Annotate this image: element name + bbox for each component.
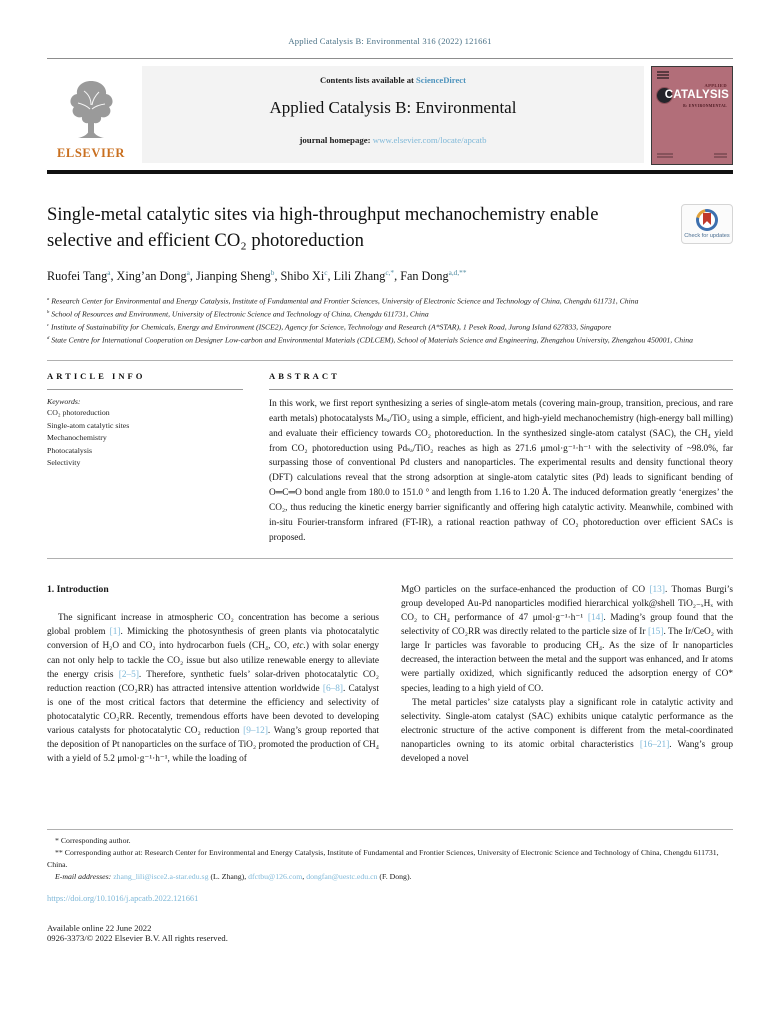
text-segment: (L. Zhang), bbox=[208, 871, 249, 881]
paragraph bbox=[401, 583, 733, 696]
text-segment: . Mading’s group found that the selectivity of CO₂RR was directly related to the particle size of Ir bbox=[401, 612, 734, 637]
sciencedirect-link[interactable]: ScienceDirect bbox=[416, 75, 466, 85]
footnotes bbox=[47, 835, 733, 883]
paragraph bbox=[47, 611, 379, 766]
text-segment: . Mimicking the photosynthesis of green plants via photocatalytic conversion of H₂O and CO₂ into hydrocarbon fuels (CH₄, CO, bbox=[47, 627, 380, 652]
text-segment: , Jianping Sheng bbox=[189, 269, 271, 284]
text-segment: ** Corresponding author at: Research Center for Environmental and Energy Catalysis, Institute of Fundamental and Frontier Sciences, University of Electronic Science and Technology of China, Chengdu 611731, China. bbox=[47, 847, 719, 869]
text-segment: . The Ir/CeO₂ with large Ir particles was favorable to producing CH₄. As the size of Ir nanoparticles decreased, the interaction between the metal and the support was enhanced, and Ir atoms were partially oxidized, which significantly reduced the adsorption energy of CO* species, leading to a high yield of CO. bbox=[401, 627, 733, 694]
text-segment: a bbox=[107, 268, 111, 278]
cover-decor-bottomleft bbox=[657, 153, 673, 159]
text-segment: . Wang’s group developed a novel bbox=[401, 740, 733, 765]
text-segment: The significant increase in atmospheric CO₂ concentration has become a serious global problem bbox=[47, 613, 379, 638]
inline-link[interactable]: [14] bbox=[587, 612, 604, 623]
journal-title: Applied Catalysis B: Environmental bbox=[269, 98, 517, 117]
top-divider bbox=[47, 58, 733, 59]
check-updates-label: Check for updates bbox=[684, 233, 730, 239]
corresponding-author-address-note bbox=[47, 847, 733, 871]
keyword-item: Selectivity bbox=[47, 458, 81, 468]
info-abstract-bottom-divider bbox=[47, 558, 733, 559]
cover-decor-bottomright bbox=[714, 153, 727, 159]
inline-link[interactable]: [2–5] bbox=[118, 669, 139, 680]
text-segment: c bbox=[47, 322, 50, 328]
text-segment: Ruofei Tang bbox=[47, 269, 108, 284]
available-online-line: Available online 22 June 2022 bbox=[47, 922, 152, 933]
text-segment: , Shibo Xi bbox=[274, 269, 325, 284]
article-info-section bbox=[47, 371, 243, 546]
footnote-divider bbox=[47, 829, 733, 830]
text-segment: b bbox=[270, 268, 275, 278]
abstract-rule bbox=[269, 389, 733, 390]
abstract-heading: ABSTRACT bbox=[269, 370, 340, 381]
paragraph bbox=[401, 696, 733, 767]
contents-prefix: Contents lists available at bbox=[320, 75, 416, 85]
keywords-list bbox=[47, 407, 243, 470]
affiliation-item bbox=[47, 308, 733, 321]
inline-link[interactable]: [13] bbox=[649, 584, 665, 595]
body-left-column bbox=[47, 583, 379, 821]
cover-subtitle: B: ENVIRONMENTAL bbox=[683, 104, 727, 108]
text-segment: (F. Dong). bbox=[377, 871, 412, 881]
corresponding-author-note bbox=[47, 835, 733, 847]
text-segment: d bbox=[47, 335, 50, 340]
body-right-column bbox=[401, 583, 733, 821]
keyword-item: CO₂ photoreduction bbox=[47, 407, 110, 417]
article-info-heading: ARTICLE INFO bbox=[47, 370, 146, 381]
text-segment: etc. bbox=[292, 641, 306, 652]
elsevier-tree-icon bbox=[62, 79, 120, 145]
text-segment: b bbox=[47, 309, 50, 315]
copyright-line: 0926-3373/© 2022 Elsevier B.V. All rights reserved. bbox=[47, 932, 228, 943]
info-abstract-grid bbox=[47, 371, 733, 546]
elsevier-wordmark: ELSEVIER bbox=[56, 146, 126, 160]
affiliation-item bbox=[47, 321, 733, 334]
header-black-bar bbox=[47, 170, 733, 174]
header-center-panel bbox=[142, 66, 644, 163]
inline-link[interactable]: [9–12] bbox=[243, 726, 268, 737]
title-row bbox=[47, 202, 733, 253]
text-segment: * Corresponding author. bbox=[55, 835, 131, 845]
text-segment: a bbox=[186, 268, 190, 278]
journal-header bbox=[47, 66, 733, 163]
authors-line bbox=[47, 268, 733, 284]
doi-link[interactable]: https://doi.org/10.1016/j.apcatb.2022.121661 bbox=[47, 893, 199, 903]
keyword-item: Mechanochemistry bbox=[47, 433, 107, 443]
homepage-label: journal homepage: bbox=[299, 135, 373, 145]
cover-title: CATALYSIS bbox=[664, 89, 729, 101]
abstract-body: In this work, we first report synthesizing a series of single-atom metals (covering main-group, transition, precious, and rare earth metals) photocatalysts Mₛₐ/TiO₂ using a simple, efficient, and high-yield mechanochemistry (high-energy ball milling) and evaluate their efficiency towards CO₂ photoreduction. In the synthesized single-atom catalyst (SAC), the CH₄ yield from CO₂ photoreduction using Pdₛₐ/TiO₂ reaches as high as 271.6 μmol·g⁻¹·h⁻¹ with the selectivity of ~98.0%, far surpassing those of conventional Pd clusters and nanoparticles. The experimental results and density functional theory (DFT) calculations reveal that the strong adsorption at single-atom catalytic sites (Pd) leads to significant bending of O═C═O bond angle from 180.0 to 151.0 ° and length from 1.16 to 1.20 Å. The induced deformation greatly ‘energizes’ the CO₂, thus reducing the kinetic energy barrier significantly and offering high catalytic activity. Meanwhile, combined with in-situ Fourier-transform infrared (FT-IR), a rational reaction pathway of CO₂ photoreduction over efficient SACs is proposed. bbox=[269, 398, 733, 543]
introduction-heading: 1. Introduction bbox=[47, 583, 109, 595]
affiliation-item bbox=[47, 295, 733, 308]
text-segment: E-mail addresses: bbox=[55, 871, 114, 881]
inline-link[interactable]: dfctbu@126.com bbox=[248, 871, 303, 881]
text-segment: MgO particles on the surface-enhanced the production of CO bbox=[401, 584, 650, 595]
email-addresses-line bbox=[47, 871, 733, 883]
affiliation-item bbox=[47, 334, 733, 347]
text-segment: , Fan Dong bbox=[394, 269, 449, 284]
keyword-item: Single-atom catalytic sites bbox=[47, 420, 130, 430]
text-segment: . Thomas Burgi’s group developed Au-Pd nanoparticles modified hierarchical yolk@shell TiO₂₋ₓHₓ with CO₂ to CH₄ performance of 47 μmol·g⁻¹·h⁻¹ bbox=[401, 584, 733, 623]
text-segment: State Centre for International Cooperation on Designer Low-carbon and Environmental Materials (CDLCEM), School of Materials Science and Engineering, Zhengzhou University, Zhengzhou 450001, China bbox=[49, 335, 693, 345]
article-title: Single-metal catalytic sites via high-throughput mechanochemistry enable selective and efficient CO₂ photoreduction bbox=[47, 204, 599, 251]
inline-link[interactable]: [6–8] bbox=[322, 683, 343, 694]
text-segment: , Xing’an Dong bbox=[110, 269, 187, 284]
homepage-line bbox=[142, 135, 644, 145]
check-updates-badge[interactable] bbox=[681, 204, 733, 244]
contents-line bbox=[142, 75, 644, 85]
elsevier-logo bbox=[47, 66, 135, 163]
text-segment: . Therefore, synthetic fuels’ solar-driven photocatalytic CO₂ reduction reaction (CO₂RR) has attracted intensive attention worldwide bbox=[47, 669, 379, 694]
inline-link[interactable]: [16–21] bbox=[639, 740, 670, 750]
text-segment: c,* bbox=[385, 268, 395, 278]
article-info-rule bbox=[47, 389, 243, 390]
abstract-section bbox=[269, 371, 733, 546]
text-segment: . Wang’s group reported that the deposition of Pt nanoparticles on the surface of TiO₂ promoted the production of CH₄ with a yield of 5.2 μmol·g⁻¹·h⁻¹, while the loading of bbox=[47, 726, 379, 765]
text-segment: ) with solar energy can not only help to tackle the CO₂ issue but also utilize renewable energy to alleviate the energy crisis bbox=[47, 641, 379, 680]
text-segment: , Lili Zhang bbox=[327, 269, 386, 284]
inline-link[interactable]: zhang_lili@isce2.a-star.edu.sg bbox=[113, 871, 209, 881]
journal-citation: Applied Catalysis B: Environmental 316 (2022) 121661 bbox=[288, 36, 492, 46]
inline-link[interactable]: [15] bbox=[647, 627, 664, 637]
cover-decor-topleft bbox=[657, 71, 669, 80]
homepage-link[interactable]: www.elsevier.com/locate/apcatb bbox=[372, 135, 487, 145]
keyword-item: Photocatalysis bbox=[47, 445, 93, 455]
inline-link[interactable]: [1] bbox=[109, 627, 121, 638]
inline-link[interactable]: dongfan@uestc.edu.cn bbox=[306, 871, 378, 881]
text-segment: School of Resources and Environment, University of Electronic Science and Technology of China, Chengdu 611731, China bbox=[49, 309, 429, 319]
check-updates-icon bbox=[696, 209, 718, 231]
text-segment: , bbox=[302, 871, 307, 881]
cover-applied-label: APPLIED bbox=[704, 83, 727, 88]
text-segment: a bbox=[47, 296, 50, 302]
journal-cover-thumbnail[interactable] bbox=[651, 66, 733, 165]
keywords-label: Keywords: bbox=[47, 396, 81, 406]
text-segment: c bbox=[324, 268, 328, 278]
affiliations bbox=[47, 295, 733, 347]
text-segment: Institute of Sustainability for Chemicals, Energy and Environment (ISCE2), Agency for Science, Technology and Research (A*STAR), 1 Pesek Road, Jurong Island 627833, Singapore bbox=[49, 322, 612, 332]
text-segment: a,d,** bbox=[448, 268, 467, 278]
body-columns bbox=[47, 583, 733, 821]
info-abstract-top-divider bbox=[47, 360, 733, 361]
text-segment: Research Center for Environmental and Energy Catalysis, Institute of Fundamental and Frontier Sciences, University of Electronic Science and Technology of China, Chengdu 611731, China bbox=[49, 296, 639, 306]
text-segment: The metal particles’ size catalysts play a significant role in catalytic activity and selectivity. Single-atom catalyst (SAC) exhibits unique catalytic performance as the electronic structure of the active component is different from the metal-coordinated nanoparticles owning to its atomic orbital characteristics bbox=[401, 697, 733, 750]
text-segment: . Catalyst is one of the most critical factors that determine the efficiency and selectivity of photocatalytic CO₂RR. Recently, tremendous efforts have been devoted to developing various catalysts for photocatalytic CO₂ reduction bbox=[47, 683, 380, 737]
